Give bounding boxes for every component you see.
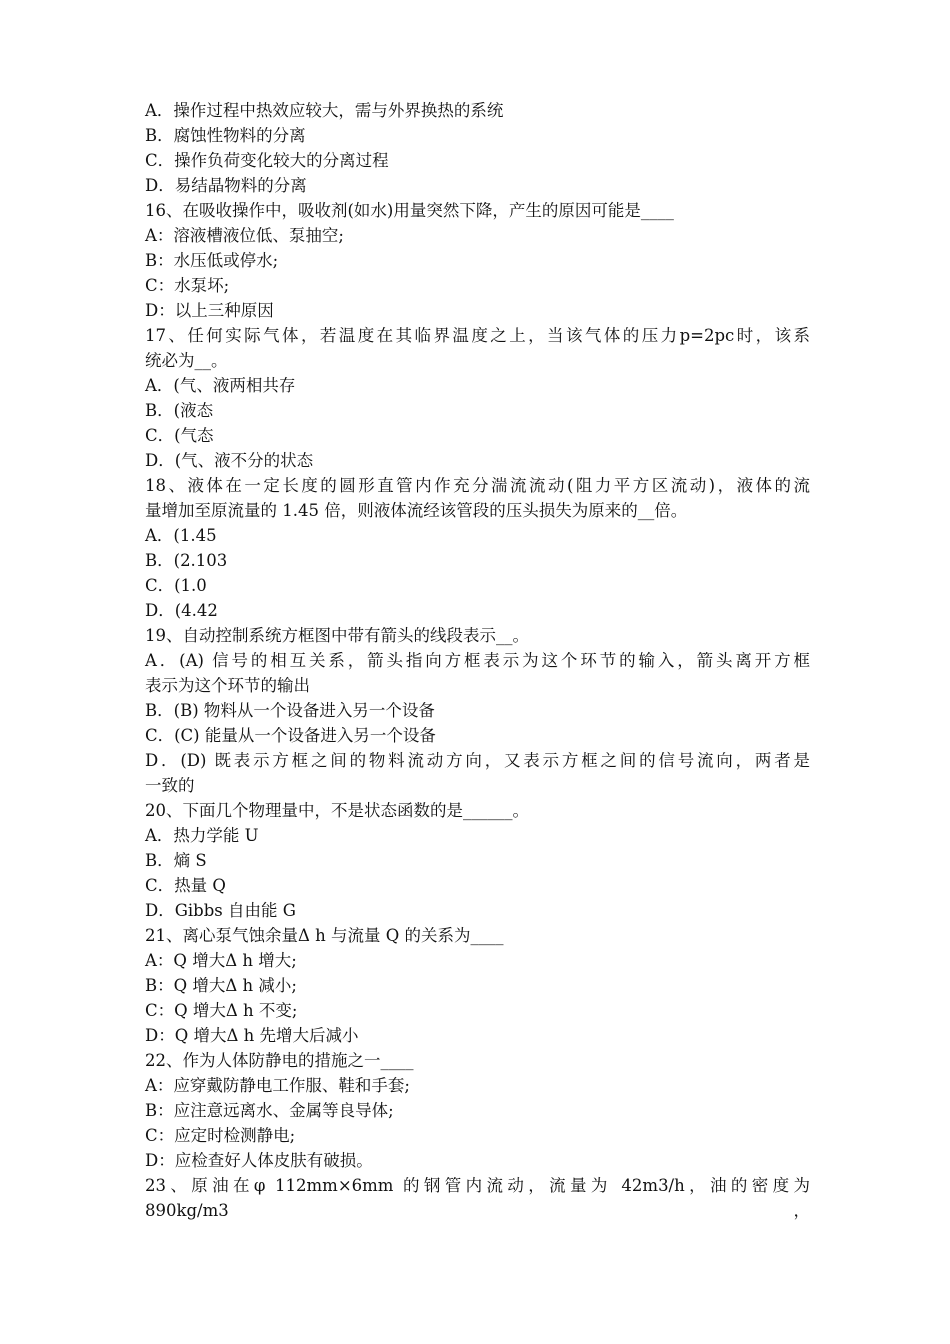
text-line: 23、原油在φ 112mm×6mm 的钢管内流动，流量为 42m3/h，油的密度为 890kg/m3，	[145, 1176, 810, 1220]
text-line: C．(C) 能量从一个设备进入另一个设备	[145, 726, 436, 745]
text-line: 16、在吸收操作中，吸收剂(如水)用量突然下降，产生的原因可能是____	[145, 201, 674, 220]
text-line: A：溶液槽液位低、泵抽空;	[145, 226, 344, 245]
text-line: C：应定时检测静电;	[145, 1126, 296, 1145]
text-line: A．(A) 信号的相互关系，箭头指向方框表示为这个环节的输入，箭头离开方框	[145, 651, 810, 670]
text-line: A．热力学能 U	[145, 826, 259, 845]
text-line: 表示为这个环节的输出	[145, 676, 310, 695]
text-line: C．(气态	[145, 426, 214, 445]
text-line: D．易结晶物料的分离	[145, 176, 307, 195]
text-line: 量增加至原流量的 1.45 倍，则液体流经该管段的压头损失为原来的__倍。	[145, 501, 688, 520]
text-line: 21、离心泵气蚀余量Δ h 与流量 Q 的关系为____	[145, 926, 504, 945]
text-line: D：以上三种原因	[145, 301, 274, 320]
text-line: A．(气、液两相共存	[145, 376, 296, 395]
document-body	[145, 98, 810, 1220]
text-line: 22、作为人体防静电的措施之一____	[145, 1051, 414, 1070]
text-line: B．(2.103	[145, 551, 228, 570]
text-line: C：Q 增大Δ h 不变;	[145, 1001, 298, 1020]
text-line: 19、自动控制系统方框图中带有箭头的线段表示__。	[145, 626, 529, 645]
text-line: 统必为__。	[145, 351, 228, 370]
text-line: D．(气、液不分的状态	[145, 451, 314, 470]
text-line: A．操作过程中热效应较大，需与外界换热的系统	[145, 101, 504, 120]
text-line: B．(液态	[145, 401, 214, 420]
text-line: B．腐蚀性物料的分离	[145, 126, 306, 145]
text-line: A：Q 增大Δ h 增大;	[145, 951, 297, 970]
text-line: D．(D) 既表示方框之间的物料流动方向，又表示方框之间的信号流向，两者是	[145, 751, 810, 770]
text-line: B：水压低或停水;	[145, 251, 279, 270]
text-line: A：应穿戴防静电工作服、鞋和手套;	[145, 1076, 410, 1095]
text-line: 18、液体在一定长度的圆形直管内作充分湍流流动(阻力平方区流动)，液体的流	[145, 476, 810, 495]
text-line: C：水泵坏;	[145, 276, 230, 295]
text-line: C．(1.0	[145, 576, 207, 595]
text-line: D：Q 增大Δ h 先增大后减小	[145, 1026, 359, 1045]
text-line: D：应检查好人体皮肤有破损。	[145, 1151, 373, 1170]
text-line: B．(B) 物料从一个设备进入另一个设备	[145, 701, 435, 720]
text-line: C．操作负荷变化较大的分离过程	[145, 151, 389, 170]
text-line: D．(4.42	[145, 601, 218, 620]
text-line: B．熵 S	[145, 851, 207, 870]
text-line: A．(1.45	[145, 526, 217, 545]
text-line: B：应注意远离水、金属等良导体;	[145, 1101, 394, 1120]
text-line: C．热量 Q	[145, 876, 226, 895]
text-line: 17、任何实际气体，若温度在其临界温度之上，当该气体的压力p=2pc时，该系	[145, 326, 810, 345]
text-line: D．Gibbs 自由能 G	[145, 901, 296, 920]
text-line: 一致的	[145, 776, 195, 795]
text-line: B：Q 增大Δ h 减小;	[145, 976, 297, 995]
text-line: 20、下面几个物理量中，不是状态函数的是______。	[145, 801, 529, 820]
